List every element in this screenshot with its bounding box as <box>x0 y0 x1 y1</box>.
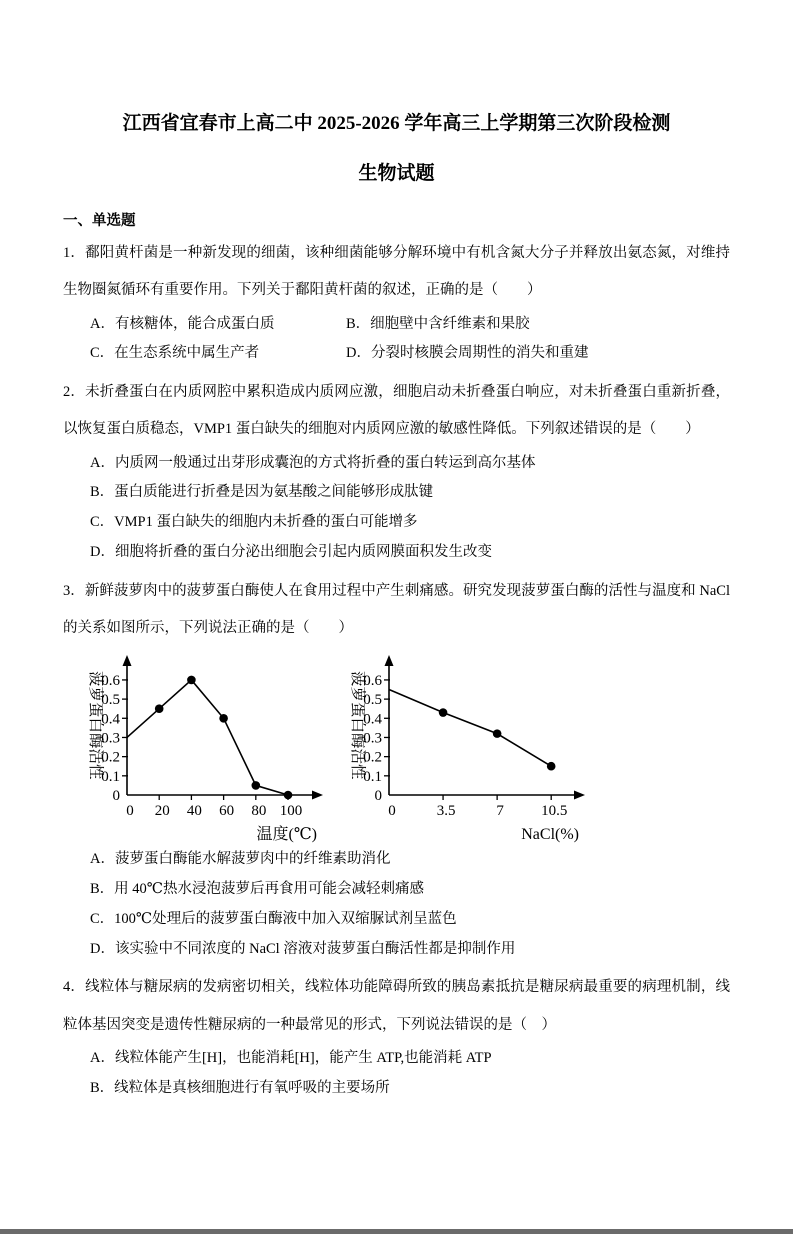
svg-text:80: 80 <box>251 803 267 820</box>
question-1-options <box>63 310 730 369</box>
option-d: D．该实验中不同浓度的 NaCl 溶液对菠萝蛋白酶活性都是抑制作用 <box>90 940 516 957</box>
svg-text:7: 7 <box>496 803 504 820</box>
option-d: D．细胞将折叠的蛋白分泌出细胞会引起内质网膜面积发生改变 <box>90 543 492 560</box>
svg-text:0.1: 0.1 <box>363 769 382 786</box>
svg-text:0.2: 0.2 <box>101 750 120 767</box>
page-subtitle: 生物试题 <box>358 162 435 184</box>
option-d: D．分裂时核膜会周期性的消失和重建 <box>346 345 589 362</box>
svg-text:0: 0 <box>374 788 382 805</box>
svg-text:0: 0 <box>112 788 120 805</box>
question-3 <box>63 573 730 965</box>
svg-text:40: 40 <box>186 803 202 820</box>
svg-text:60: 60 <box>219 803 235 820</box>
nacl-activity-chart <box>335 649 587 845</box>
charts-row <box>73 649 730 845</box>
option-c: C．VMP1 蛋白缺失的细胞内未折叠的蛋白可能增多 <box>90 514 418 531</box>
svg-text:0.6: 0.6 <box>363 673 382 690</box>
question-3-options <box>63 845 730 964</box>
svg-text:0.4: 0.4 <box>363 711 382 728</box>
option-c: C．100℃处理后的菠萝蛋白酶液中加入双缩脲试剂呈蓝色 <box>90 910 457 927</box>
svg-text:0.4: 0.4 <box>101 711 120 728</box>
question-2-options <box>63 449 730 568</box>
svg-text:20: 20 <box>154 803 170 820</box>
svg-text:0.2: 0.2 <box>363 750 382 767</box>
svg-text:0.3: 0.3 <box>363 730 382 747</box>
exam-page <box>0 112 793 1104</box>
temperature-activity-chart <box>73 649 325 845</box>
svg-text:菠萝蛋白酶活性: 菠萝蛋白酶活性 <box>87 671 104 780</box>
question-4-stem: 4．线粒体与糖尿病的发病密切相关，线粒体功能障碍所致的胰岛素抵抗是糖尿病最重要的病理机制，线粒体基因突变是遗传性糖尿病的一种最常见的形式，下列说法错误的是（ ） <box>63 979 730 1033</box>
question-4-options <box>63 1044 730 1103</box>
svg-text:0: 0 <box>388 803 396 820</box>
svg-text:菠萝蛋白酶活性: 菠萝蛋白酶活性 <box>349 671 366 780</box>
option-b: B．线粒体是真核细胞进行有氧呼吸的主要场所 <box>90 1079 390 1096</box>
section-heading: 一、单选题 <box>63 212 136 229</box>
option-a: A．内质网一般通过出芽形成囊泡的方式将折叠的蛋白转运到高尔基体 <box>90 454 536 471</box>
option-c: C．在生态系统中属生产者 <box>90 345 260 362</box>
question-3-stem: 3．新鲜菠萝肉中的菠萝蛋白酶使人在食用过程中产生刺痛感。研究发现菠萝蛋白酶的活性与温度和 NaCl 的关系如图所示，下列说法正确的是（ ） <box>63 582 730 637</box>
svg-text:NaCl(%): NaCl(%) <box>521 826 579 844</box>
svg-text:3.5: 3.5 <box>436 803 456 820</box>
option-a: A．有核糖体，能合成蛋白质 <box>90 315 275 332</box>
option-a: A．菠萝蛋白酶能水解菠萝肉中的纤维素助消化 <box>90 851 391 868</box>
question-2 <box>63 374 730 568</box>
svg-text:10.5: 10.5 <box>541 803 568 820</box>
page-bottom-bar <box>0 1229 793 1234</box>
question-1-stem: 1．鄱阳黄杆菌是一种新发现的细菌，该种细菌能够分解环境中有机含氮大分子并释放出氨态氮，对维持生物圈氮循环有重要作用。下列关于鄱阳黄杆菌的叙述，正确的是（ ） <box>63 244 730 299</box>
option-b: B．用 40℃热水浸泡菠萝后再食用可能会减轻刺痛感 <box>90 881 425 898</box>
svg-text:0.5: 0.5 <box>101 692 120 709</box>
svg-text:0.6: 0.6 <box>101 673 120 690</box>
svg-text:温度(℃): 温度(℃) <box>256 826 317 844</box>
svg-text:100: 100 <box>279 803 303 820</box>
question-2-stem: 2．未折叠蛋白在内质网腔中累积造成内质网应激，细胞启动未折叠蛋白响应，对未折叠蛋白重新折叠，以恢复蛋白质稳态，VMP1 蛋白缺失的细胞对内质网应激的敏感性降低。下列叙述错误的是（ ） <box>63 383 730 438</box>
question-4 <box>63 969 730 1103</box>
option-b: B．蛋白质能进行折叠是因为氨基酸之间能够形成肽键 <box>90 484 434 501</box>
svg-text:0: 0 <box>126 803 134 820</box>
option-a: A．线粒体能产生[H]，也能消耗[H]，能产生 ATP,也能消耗 ATP <box>90 1050 492 1067</box>
svg-text:0.5: 0.5 <box>363 692 382 709</box>
svg-text:0.1: 0.1 <box>101 769 120 786</box>
question-1 <box>63 235 730 369</box>
page-title: 江西省宜春市上高二中 2025-2026 学年高三上学期第三次阶段检测 <box>122 113 671 134</box>
option-b: B．细胞壁中含纤维素和果胶 <box>346 315 530 332</box>
svg-text:0.3: 0.3 <box>101 730 120 747</box>
